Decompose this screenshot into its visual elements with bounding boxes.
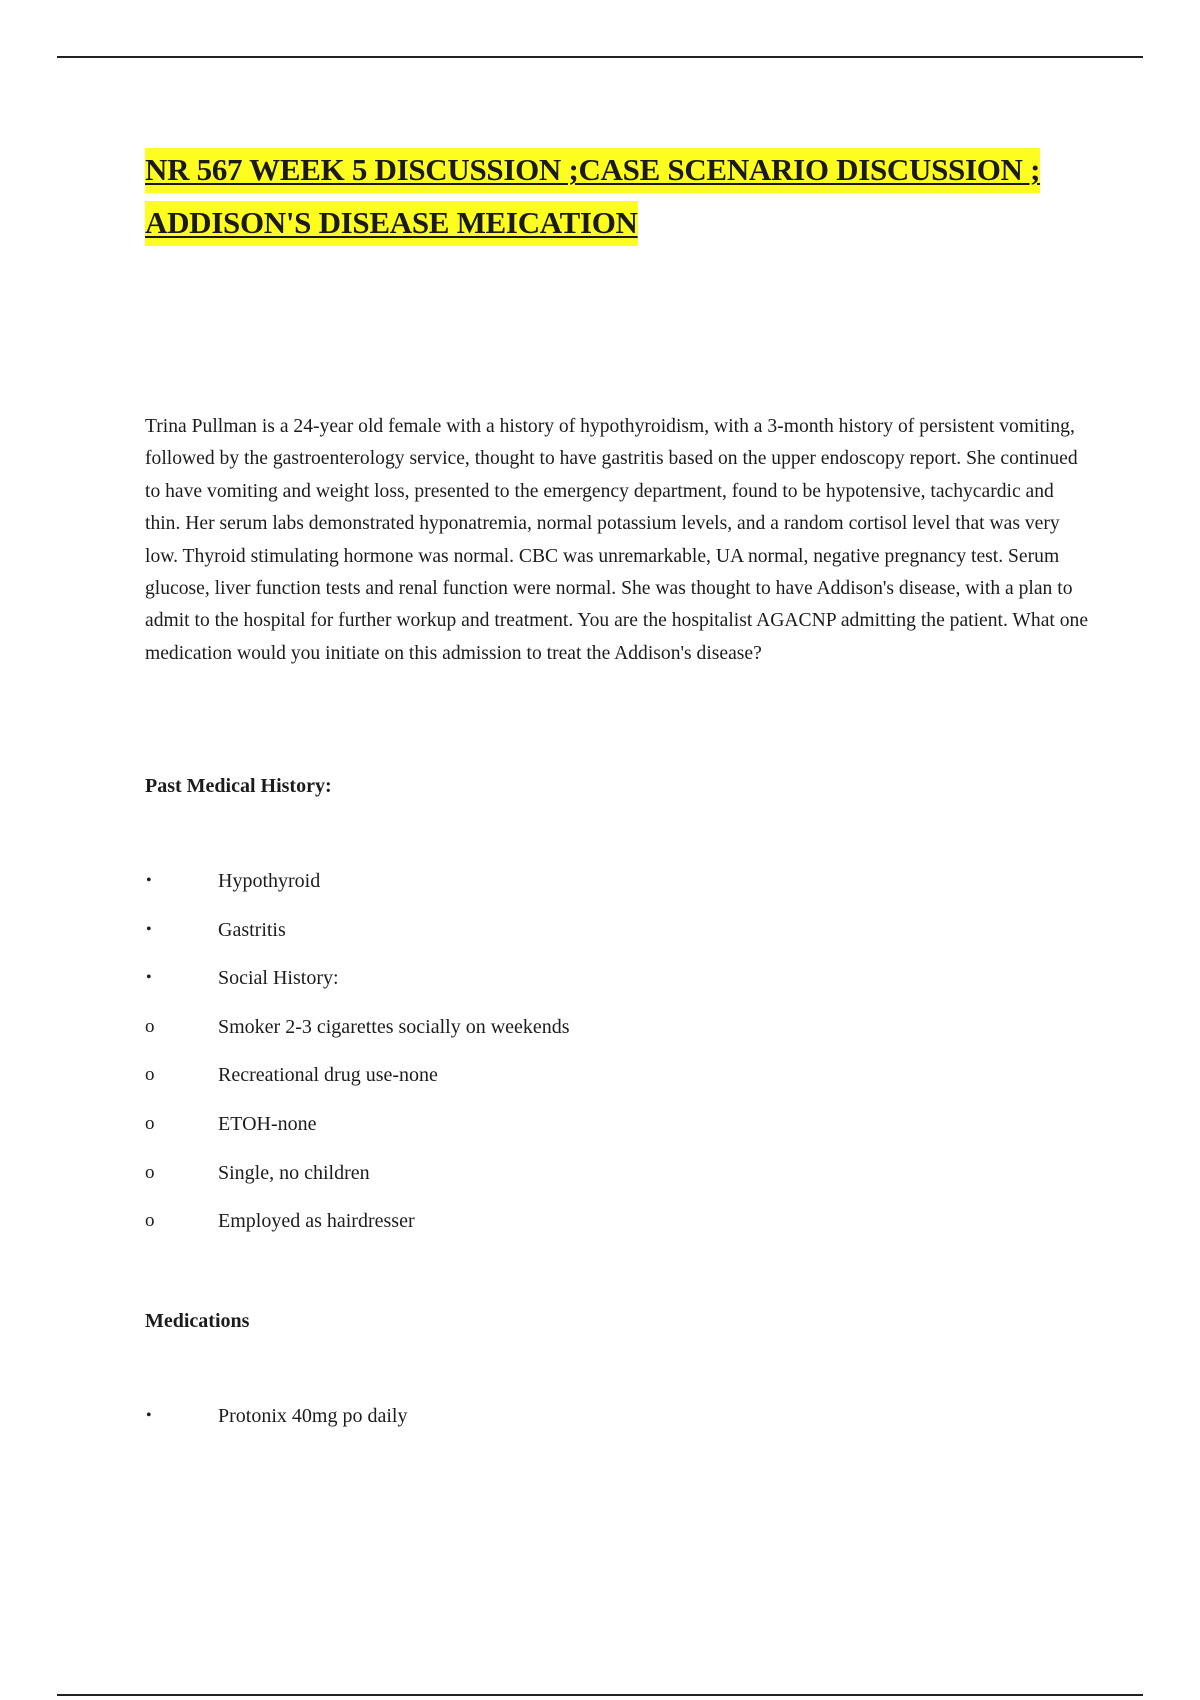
circle-marker: o bbox=[145, 1015, 155, 1037]
list-item-text: Recreational drug use-none bbox=[218, 1064, 438, 1087]
list-item-text: Protonix 40mg po daily bbox=[218, 1405, 408, 1427]
list-item-text: Hypothyroid bbox=[218, 870, 321, 892]
circle-marker: o bbox=[145, 1161, 155, 1183]
case-paragraph: Trina Pullman is a 24-year old female with a history of hypothyroidism, with a 3-month history of persistent vomiting, followed by the gastroenterology service, thought to have gastritis based on the upper endoscopy report. She continued to have vomiting and weight loss, presented to the emergency department, found to be hypotensive, tachycardic and thin. Her serum labs demonstrated hyponatremia, normal potassium levels, and a random cortisol level that was very low. Thyroid stimulating hormone was normal. CBC was unremarkable, UA normal, negative pregnancy test. Serum glucose, liver function tests and renal function were normal. She was thought to have Addison's disease, with a plan to admit to the hospital for further workup and treatment. You are the hospitalist AGACNP admitting the patient. What one medication would you initiate on this admission to treat the Addison's disease? bbox=[145, 416, 1089, 664]
title-line-2: ADDISON'S DISEASE MEICATION bbox=[145, 201, 638, 246]
bottom-rule bbox=[57, 1694, 1143, 1696]
bullet-marker: • bbox=[146, 969, 152, 987]
list-item-text: Smoker 2-3 cigarettes socially on weekends bbox=[218, 1015, 570, 1038]
bullet-marker: • bbox=[146, 872, 152, 889]
past-medical-history-heading: Past Medical History: bbox=[145, 775, 332, 797]
list-item-text: Gastritis bbox=[218, 918, 286, 941]
top-rule bbox=[57, 56, 1143, 58]
list-item-text: ETOH-none bbox=[218, 1112, 317, 1135]
bullet-marker: • bbox=[146, 1407, 152, 1424]
circle-marker: o bbox=[145, 1112, 155, 1134]
list-item-text: Social History: bbox=[218, 967, 339, 990]
title-line-1: NR 567 WEEK 5 DISCUSSION ;CASE SCENARIO DISCUSSION ; bbox=[145, 148, 1040, 193]
list-item-text: Single, no children bbox=[218, 1161, 370, 1184]
circle-marker: o bbox=[145, 1210, 155, 1232]
list-item-text: Employed as hairdresser bbox=[218, 1210, 415, 1233]
document-title bbox=[145, 143, 1075, 249]
bullet-marker: • bbox=[146, 920, 152, 938]
medications-heading: Medications bbox=[145, 1310, 250, 1332]
circle-marker: o bbox=[145, 1064, 155, 1086]
